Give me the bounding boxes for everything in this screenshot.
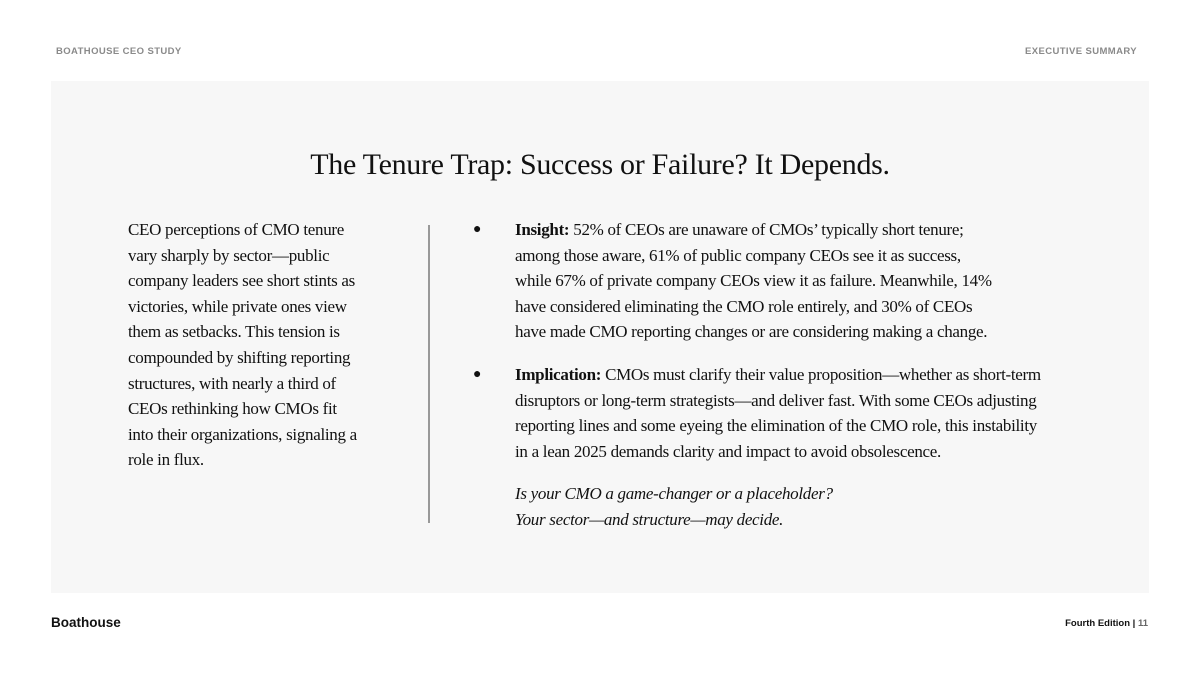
implication-bullet [473,362,1115,464]
bullet-icon: ● [473,222,482,237]
summary-line: compounded by shifting reporting [128,347,351,367]
summary-line: victories, while private ones view [128,296,347,316]
brand-logo: Boathouse [51,615,121,630]
summary-line: them as setbacks. This tension is [128,322,340,342]
edition-label: Fourth Edition | [1065,618,1138,629]
page-title: The Tenure Trap: Success or Failure? It Depends. [310,148,890,181]
summary-line: structures, with nearly a third of [128,373,336,393]
bullet-line: while 67% of private company CEOs view it as failure. Meanwhile, 14% [515,271,992,291]
study-label: BOATHOUSE CEO STUDY [56,46,182,57]
bullet-line: CMOs must clarify their value proposition—whether as short-term [601,364,1041,384]
column-divider [428,225,430,523]
insight-label: Insight: [515,220,570,239]
bullet-line: reporting lines and some eyeing the elimination of the CMO role, this instability [515,416,1037,436]
bullet-line: 52% of CEOs are unaware of CMOs’ typically short tenure; [569,220,964,239]
summary-line: into their organizations, signaling a [128,424,357,444]
bullet-line: have made CMO reporting changes or are considering making a change. [515,322,988,342]
bullet-icon: ● [473,366,482,382]
summary-line: role in flux. [128,450,204,470]
bullet-line: disruptors or long-term strategists—and deliver fast. With some CEOs adjusting [515,390,1037,410]
bullet-list [473,217,1115,533]
bullet-line: have considered eliminating the CMO role entirely, and 30% of CEOs [515,296,973,316]
summary-line: CEOs rethinking how CMOs fit [128,399,337,419]
closing-line: Is your CMO a game-changer or a placeholder? [515,484,833,504]
summary-line: CEO perceptions of CMO tenure [128,220,345,239]
insight-bullet [473,217,1115,345]
summary-line: company leaders see short stints as [128,271,355,291]
summary-text [128,217,398,473]
summary-line: vary sharply by sector—public [128,245,330,265]
bullet-line: in a lean 2025 demands clarity and impact to avoid obsolescence. [515,441,941,461]
footer-edition [1065,618,1148,629]
section-label: EXECUTIVE SUMMARY [1024,46,1137,57]
page-number: 11 [1137,618,1148,629]
bullet-line: among those aware, 61% of public company CEOs see it as success, [515,245,961,265]
implication-label: Implication: [515,364,602,384]
closing-line: Your sector—and structure—may decide. [515,509,784,529]
closing-question [515,481,1115,532]
